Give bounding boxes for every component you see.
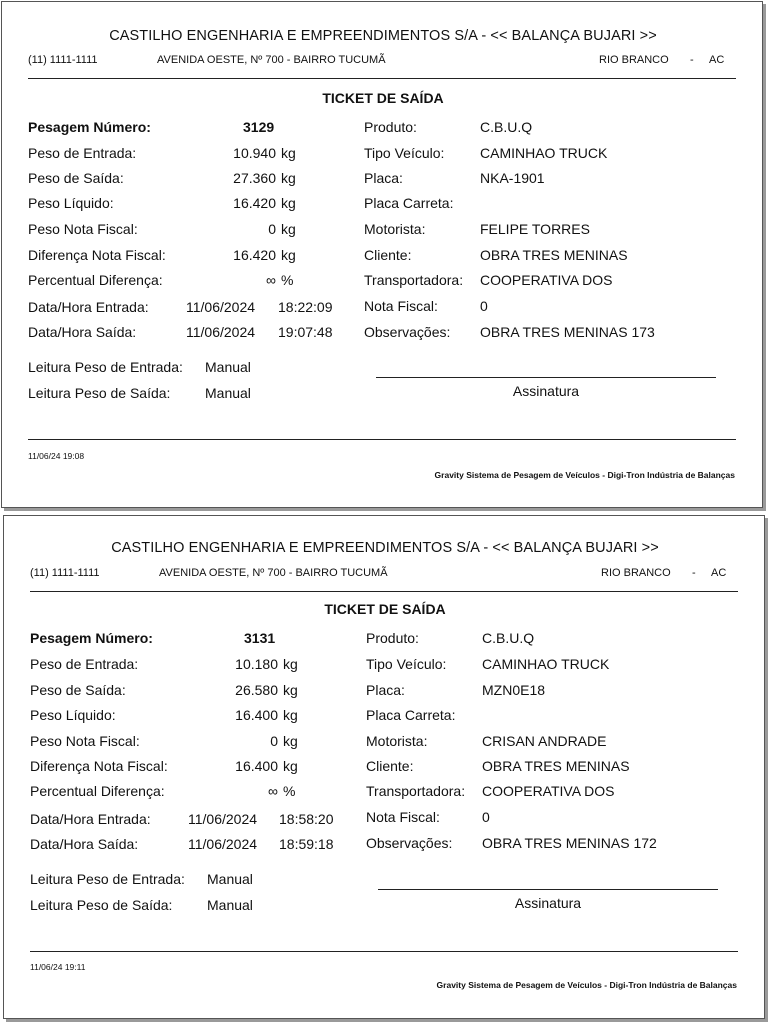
nota-fiscal-value: 0 [482, 809, 490, 825]
entrada-time: 18:22:09 [278, 299, 333, 315]
peso-entrada-label: Peso de Entrada: [28, 145, 137, 161]
tipo-veiculo-label: Tipo Veículo: [364, 145, 445, 161]
transportadora-value: COOPERATIVA DOS [480, 272, 613, 288]
signature-label: Assinatura [514, 895, 582, 911]
diferenca-nf-value: 16.400 [235, 758, 278, 774]
saida-datetime-label: Data/Hora Saída: [28, 324, 137, 340]
saida-datetime-label: Data/Hora Saída: [30, 836, 139, 852]
peso-nf-value: 0 [270, 733, 278, 749]
entrada-date: 11/06/2024 [186, 299, 256, 315]
signature-label: Assinatura [512, 383, 580, 399]
diferenca-nf-label: Diferença Nota Fiscal: [28, 247, 166, 263]
leitura-saida-value: Manual [207, 897, 253, 913]
transportadora-label: Transportadora: [366, 783, 466, 799]
company-header: CASTILHO ENGENHARIA E EMPREENDIMENTOS S/A - << BALANÇA BUJARI >> [111, 540, 659, 556]
peso-entrada-label: Peso de Entrada: [30, 656, 139, 672]
observacoes-value: OBRA TRES MENINAS 172 [482, 835, 657, 851]
placa-carreta-label: Placa Carreta: [364, 195, 454, 211]
ticket-title: TICKET DE SAÍDA [324, 601, 446, 617]
weighing-number-label: Pesagem Número: [30, 630, 153, 646]
company-state: AC [709, 54, 725, 66]
peso-liquido-value: 16.400 [235, 707, 278, 723]
motorista-value: FELIPE TORRES [480, 221, 590, 237]
company-state: AC [711, 567, 727, 579]
footer-divider [30, 951, 738, 952]
city-separator: - [690, 54, 694, 66]
saida-time: 19:07:48 [278, 324, 333, 340]
cliente-value: OBRA TRES MENINAS [482, 758, 630, 774]
peso-entrada-value: 10.180 [235, 656, 278, 672]
peso-liquido-unit: kg [283, 707, 298, 723]
peso-nf-unit: kg [281, 221, 296, 237]
header-divider [30, 591, 738, 592]
weighing-number: 3131 [244, 630, 276, 646]
footer-brand: Gravity Sistema de Pesagem de Veículos - Digi-Tron Indústria de Balanças [436, 980, 737, 990]
peso-saida-label: Peso de Saída: [28, 170, 124, 186]
tipo-veiculo-value: CAMINHAO TRUCK [480, 145, 608, 161]
peso-liquido-label: Peso Líquido: [28, 195, 114, 211]
transportadora-value: COOPERATIVA DOS [482, 783, 615, 799]
produto-label: Produto: [366, 630, 419, 646]
tipo-veiculo-label: Tipo Veículo: [366, 656, 447, 672]
placa-value: NKA-1901 [480, 170, 545, 186]
ticket-3129 [1, 1, 763, 508]
diferenca-nf-unit: kg [281, 247, 296, 263]
produto-value: C.B.U.Q [482, 630, 535, 646]
motorista-label: Motorista: [364, 221, 426, 237]
peso-liquido-label: Peso Líquido: [30, 707, 116, 723]
percentual-label: Percentual Diferença: [30, 783, 165, 799]
peso-liquido-unit: kg [281, 195, 296, 211]
leitura-saida-value: Manual [205, 385, 251, 401]
peso-nf-label: Peso Nota Fiscal: [28, 221, 138, 237]
entrada-datetime-label: Data/Hora Entrada: [28, 299, 149, 315]
nota-fiscal-value: 0 [480, 298, 488, 314]
motorista-value: CRISAN ANDRADE [482, 733, 607, 749]
transportadora-label: Transportadora: [364, 272, 464, 288]
peso-saida-label: Peso de Saída: [30, 682, 126, 698]
observacoes-value: OBRA TRES MENINAS 173 [480, 324, 655, 340]
placa-label: Placa: [366, 682, 405, 698]
observacoes-label: Observações: [366, 835, 453, 851]
entrada-time: 18:58:20 [279, 811, 334, 827]
company-address: AVENIDA OESTE, Nº 700 - BAIRRO TUCUMÃ [157, 54, 386, 66]
company-address: AVENIDA OESTE, Nº 700 - BAIRRO TUCUMÃ [159, 567, 388, 579]
peso-saida-value: 26.580 [235, 682, 278, 698]
peso-nf-label: Peso Nota Fiscal: [30, 733, 140, 749]
nota-fiscal-label: Nota Fiscal: [366, 809, 440, 825]
percentual-unit: % [281, 272, 294, 288]
saida-date: 11/06/2024 [186, 324, 256, 340]
weighing-number-label: Pesagem Número: [28, 119, 151, 135]
footer-brand: Gravity Sistema de Pesagem de Veículos - Digi-Tron Indústria de Balanças [434, 470, 735, 480]
header-divider [28, 78, 736, 79]
peso-saida-unit: kg [283, 682, 298, 698]
saida-date: 11/06/2024 [188, 836, 258, 852]
observacoes-label: Observações: [364, 324, 451, 340]
produto-value: C.B.U.Q [480, 119, 533, 135]
peso-entrada-value: 10.940 [233, 145, 276, 161]
leitura-saida-label: Leitura Peso de Saída: [30, 897, 173, 913]
peso-saida-value: 27.360 [233, 170, 276, 186]
cliente-label: Cliente: [364, 247, 412, 263]
weighing-number: 3129 [243, 119, 275, 135]
placa-carreta-label: Placa Carreta: [366, 707, 456, 723]
nota-fiscal-label: Nota Fiscal: [364, 298, 438, 314]
leitura-entrada-value: Manual [205, 359, 251, 375]
printed-timestamp: 11/06/24 19:08 [28, 451, 85, 461]
company-city: RIO BRANCO [601, 567, 671, 579]
company-header: CASTILHO ENGENHARIA E EMPREENDIMENTOS S/A - << BALANÇA BUJARI >> [109, 28, 657, 44]
company-city: RIO BRANCO [599, 54, 669, 66]
printed-timestamp: 11/06/24 19:11 [30, 962, 86, 972]
company-phone: (11) 1111-1111 [30, 567, 100, 579]
saida-time: 18:59:18 [279, 836, 334, 852]
peso-nf-value: 0 [268, 221, 276, 237]
ticket-3131 [3, 515, 765, 1019]
entrada-datetime-label: Data/Hora Entrada: [30, 811, 151, 827]
footer-divider [28, 439, 736, 440]
peso-saida-unit: kg [281, 170, 296, 186]
diferenca-nf-value: 16.420 [233, 247, 276, 263]
entrada-date: 11/06/2024 [188, 811, 258, 827]
leitura-entrada-label: Leitura Peso de Entrada: [30, 871, 185, 887]
placa-label: Placa: [364, 170, 403, 186]
tipo-veiculo-value: CAMINHAO TRUCK [482, 656, 610, 672]
leitura-entrada-value: Manual [207, 871, 253, 887]
signature-line [378, 889, 718, 890]
percentual-value: ∞ [266, 272, 276, 288]
percentual-value: ∞ [268, 783, 278, 799]
percentual-unit: % [283, 783, 296, 799]
city-separator: - [692, 567, 696, 579]
diferenca-nf-label: Diferença Nota Fiscal: [30, 758, 168, 774]
cliente-label: Cliente: [366, 758, 414, 774]
cliente-value: OBRA TRES MENINAS [480, 247, 628, 263]
motorista-label: Motorista: [366, 733, 428, 749]
peso-entrada-unit: kg [283, 656, 298, 672]
percentual-label: Percentual Diferença: [28, 272, 163, 288]
peso-entrada-unit: kg [281, 145, 296, 161]
company-phone: (11) 1111-1111 [28, 54, 98, 66]
ticket-title: TICKET DE SAÍDA [322, 90, 444, 106]
produto-label: Produto: [364, 119, 417, 135]
peso-nf-unit: kg [283, 733, 298, 749]
leitura-entrada-label: Leitura Peso de Entrada: [28, 359, 183, 375]
placa-value: MZN0E18 [482, 682, 546, 698]
peso-liquido-value: 16.420 [233, 195, 276, 211]
leitura-saida-label: Leitura Peso de Saída: [28, 385, 171, 401]
signature-line [376, 377, 716, 378]
diferenca-nf-unit: kg [283, 758, 298, 774]
